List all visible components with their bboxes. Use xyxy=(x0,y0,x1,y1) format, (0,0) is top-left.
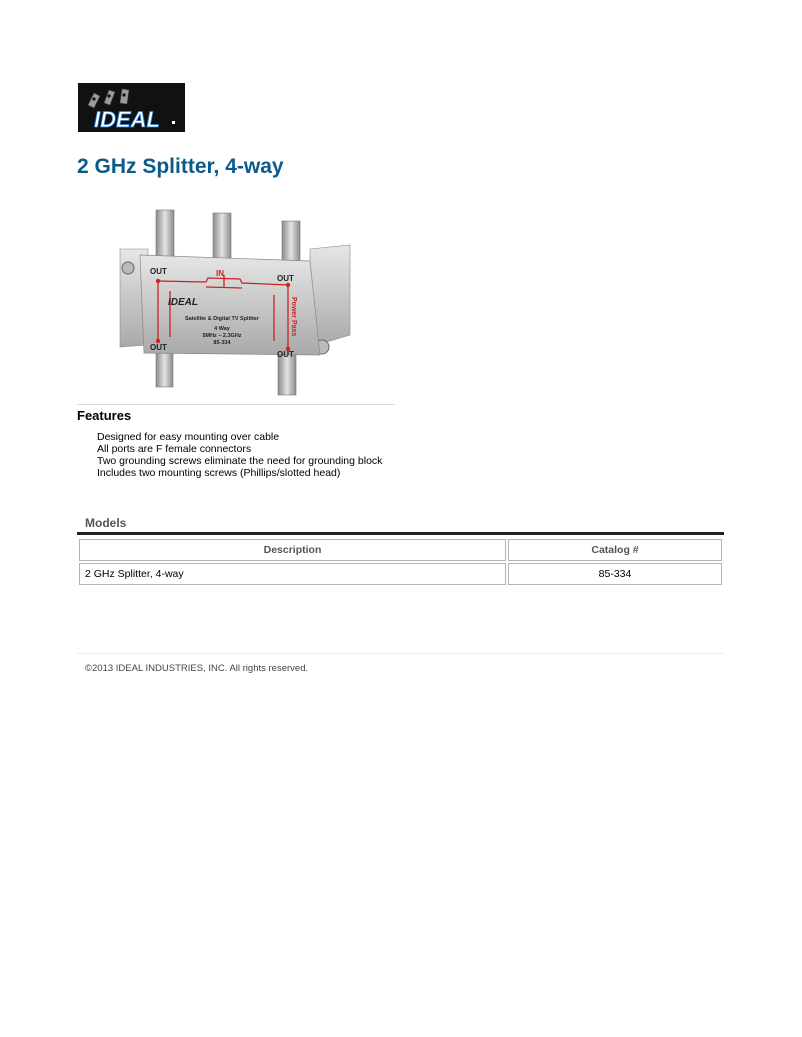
power-pass-label: Power Pass xyxy=(290,297,297,337)
features-heading: Features xyxy=(77,408,132,423)
port-label-out-bottom-right: OUT xyxy=(277,350,294,359)
port-label-in: IN xyxy=(216,269,224,278)
splitter-label-line-4: 85-334 xyxy=(213,340,231,346)
table-header-row xyxy=(79,539,722,561)
models-divider xyxy=(77,532,724,535)
copyright: ©2013 IDEAL INDUSTRIES, INC. All rights reserved. xyxy=(85,663,309,674)
ideal-logo xyxy=(78,83,185,132)
footer-divider xyxy=(77,653,724,654)
port-label-out-top-left: OUT xyxy=(150,267,167,276)
image-divider xyxy=(77,404,395,405)
models-table xyxy=(77,537,724,587)
model-catalog-number: 85-334 xyxy=(508,563,722,585)
column-header-catalog: Catalog # xyxy=(508,539,722,561)
feature-item: All ports are F female connectors xyxy=(97,443,252,455)
column-header-description: Description xyxy=(79,539,506,561)
feature-item: Designed for easy mounting over cable xyxy=(97,431,280,443)
splitter-label-line-3: 5MHz – 2.3GHz xyxy=(202,333,242,339)
splitter-brand-mark: IDEAL xyxy=(168,297,198,308)
splitter-label-line-1: Satellite & Digital TV Splitter xyxy=(185,316,259,322)
feature-item: Two grounding screws eliminate the need for grounding block xyxy=(97,455,383,467)
port-label-out-top-right: OUT xyxy=(277,274,294,283)
product-image xyxy=(110,205,360,400)
features-list xyxy=(97,431,387,479)
logo-wordmark: IDEAL xyxy=(94,107,160,132)
port-label-out-bottom-left: OUT xyxy=(150,343,167,352)
splitter-label-line-2: 4 Way xyxy=(214,326,230,332)
feature-item: Includes two mounting screws (Phillips/slotted head) xyxy=(97,467,341,479)
page-title: 2 GHz Splitter, 4-way xyxy=(77,155,284,178)
model-description: 2 GHz Splitter, 4-way xyxy=(79,563,506,585)
models-heading: Models xyxy=(85,516,127,530)
table-row xyxy=(79,563,722,585)
